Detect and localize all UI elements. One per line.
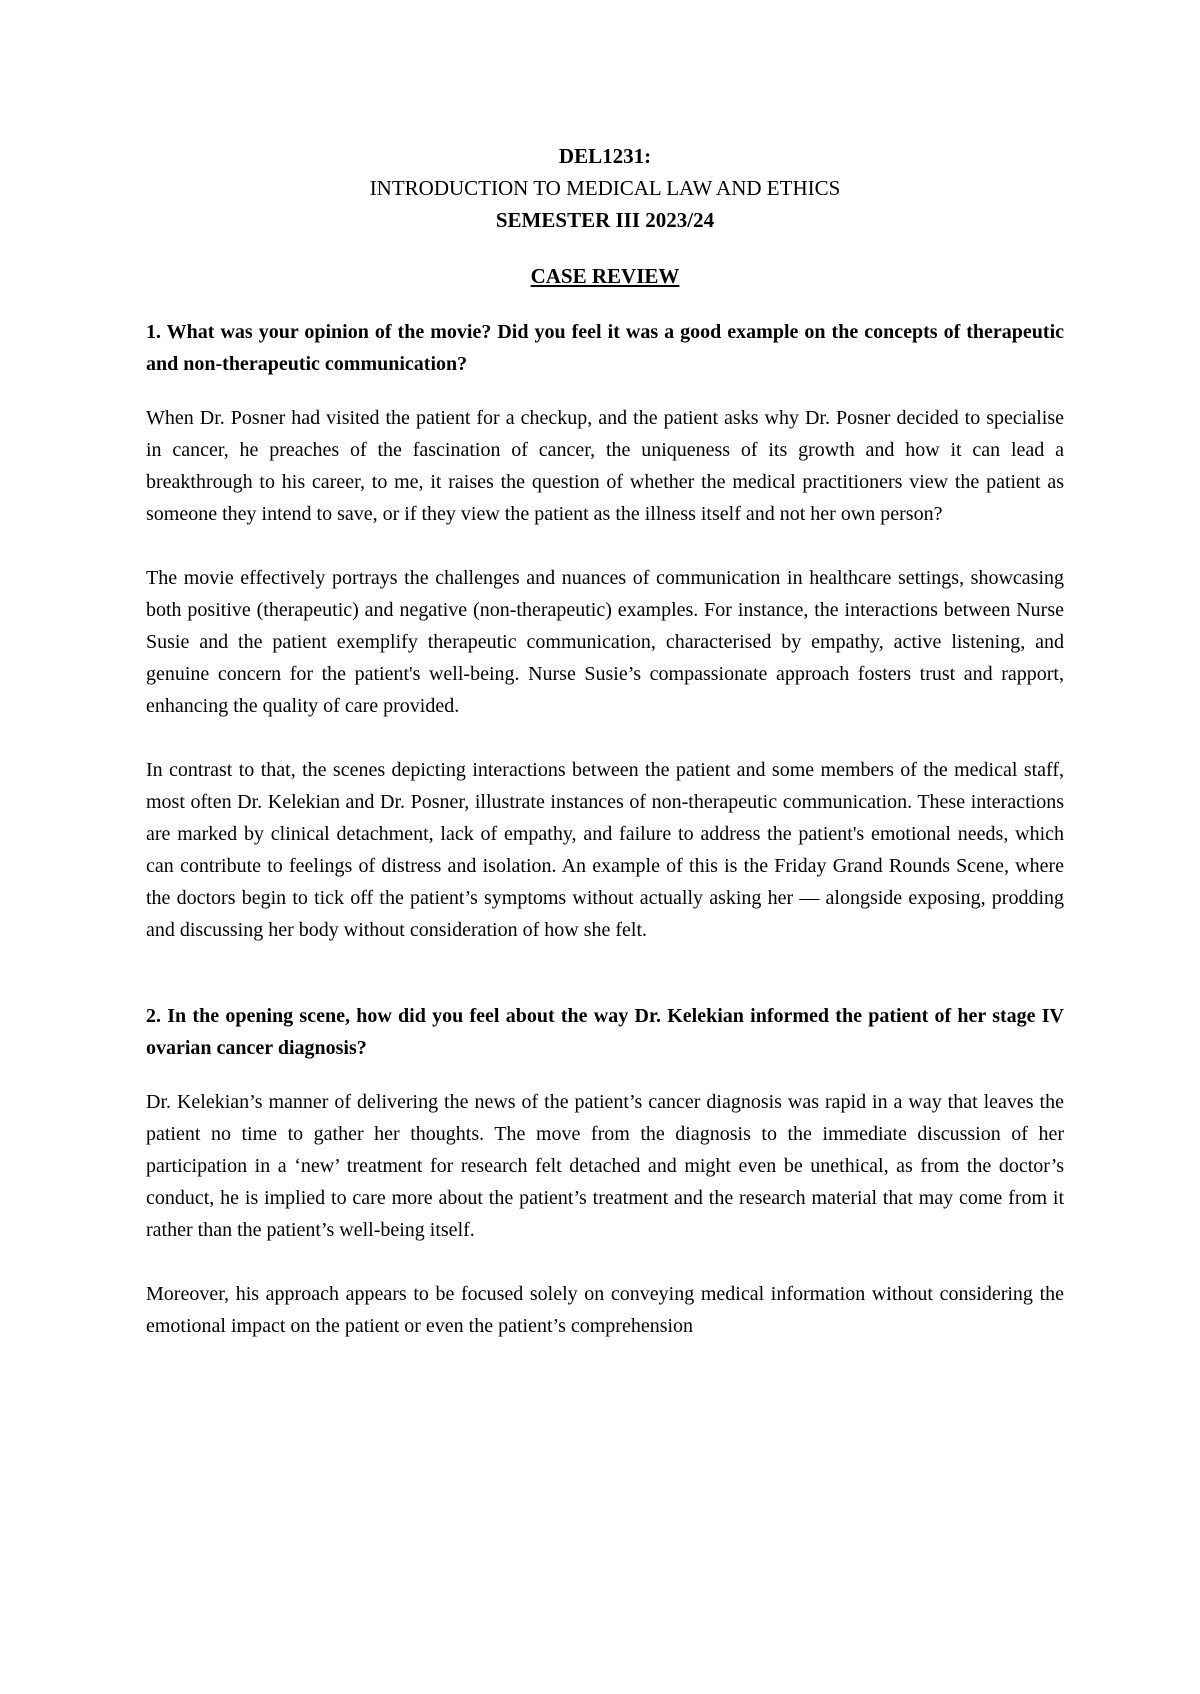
course-code: DEL1231: [558,144,652,168]
section-spacer [146,978,1064,1000]
section-title: CASE REVIEW [530,264,680,288]
answer-paragraph: Moreover, his approach appears to be focused solely on conveying medical information without considering the emotional impact on the patient or even the patient’s comprehension [146,1283,1064,1337]
answer-paragraph: Dr. Kelekian’s manner of delivering the news of the patient’s cancer diagnosis was rapid in a way that leaves the patient no time to gather her thoughts. The move from the diagnosis to the immediate discussion of her participation in a ‘new’ treatment for research felt detached and might even be unethical, as from the doctor’s conduct, he is implied to care more about the patient’s treatment and the research material that may come from it rather than the patient’s well-being itself. [146,1091,1064,1241]
semester-label: SEMESTER III 2023/24 [495,208,715,232]
document-header [146,140,1064,236]
question-block-1 [146,316,1064,946]
question-block-2 [146,1000,1064,1342]
question-2: 2. In the opening scene, how did you feel about the way Dr. Kelekian informed the patient of her stage IV ovarian cancer diagnosis? [146,1005,1064,1059]
answer-paragraph: The movie effectively portrays the challenges and nuances of communication in healthcare settings, showcasing both positive (therapeutic) and negative (non-therapeutic) examples. For instance, the interactions between Nurse Susie and the patient exemplify therapeutic communication, characterised by empathy, active listening, and genuine concern for the patient's well-being. Nurse Susie’s compassionate approach fosters trust and rapport, enhancing the quality of care provided. [146,567,1064,717]
course-title: INTRODUCTION TO MEDICAL LAW AND ETHICS [369,176,841,200]
answer-paragraph: In contrast to that, the scenes depicting interactions between the patient and some members of the medical staff, most often Dr. Kelekian and Dr. Posner, illustrate instances of non-therapeutic communication. These interactions are marked by clinical detachment, lack of empathy, and failure to address the patient's emotional needs, which can contribute to feelings of distress and isolation. An example of this is the Friday Grand Rounds Scene, where the doctors begin to tick off the patient’s symptoms without actually asking her — alongside exposing, prodding and discussing her body without consideration of how she felt. [146,759,1064,941]
answer-paragraph: When Dr. Posner had visited the patient for a checkup, and the patient asks why Dr. Posner decided to specialise in cancer, he preaches of the fascination of cancer, the uniqueness of its growth and how it can lead a breakthrough to his career, to me, it raises the question of whether the medical practitioners view the patient as someone they intend to save, or if they view the patient as the illness itself and not her own person? [146,407,1064,525]
question-1: 1. What was your opinion of the movie? Did you feel it was a good example on the concepts of therapeutic and non-therapeutic communication? [146,321,1064,375]
